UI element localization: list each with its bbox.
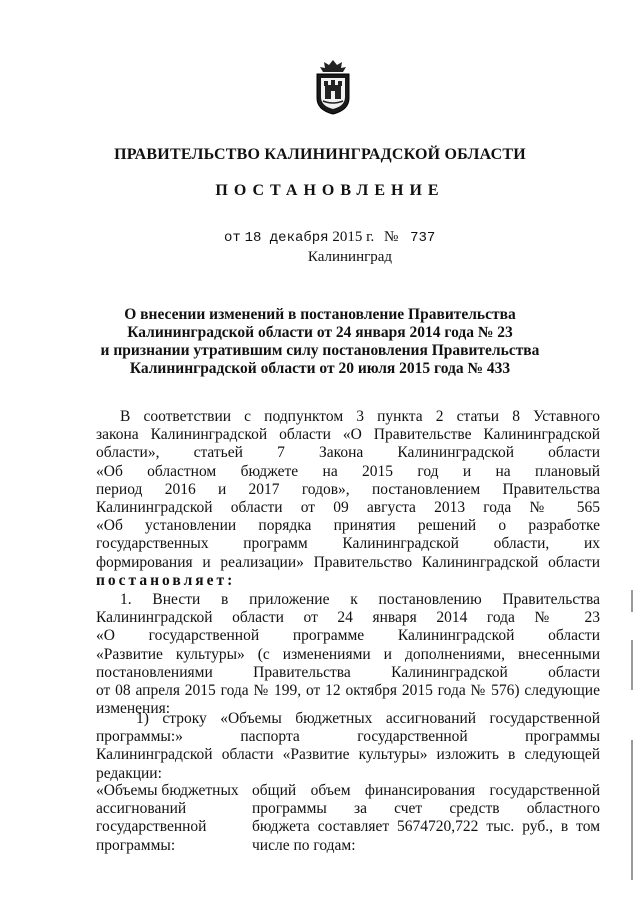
text-line: Калининградской области «Развитие культуры» изложить в следующей (96, 746, 600, 764)
text-line: период 2016 и 2017 годов», постановлением Правительства (96, 480, 600, 498)
text-line: программы: (96, 836, 176, 854)
text-line: государственной (96, 818, 207, 836)
text-line: программы за счет средств областного (252, 800, 600, 818)
date-value: 18 декабря (244, 230, 329, 246)
date-year: 2015 г. (332, 229, 375, 245)
decree-number: 737 (410, 230, 436, 246)
city-name: Калининград (307, 249, 393, 265)
document-type-title: ПОСТАНОВЛЕНИЕ (215, 182, 445, 199)
title-line: и признании утратившим силу постановления Правительства (100, 342, 540, 359)
text-line: программы:» паспорта государственной программы (96, 728, 600, 746)
text-line: изменения: (96, 700, 171, 718)
text-line: от 08 апреля 2015 года № 199, от 12 октября 2015 года № 576) следующие (96, 681, 600, 699)
number-sign: № (384, 229, 399, 245)
title-line: О внесении изменений в постановление Правительства (124, 306, 516, 323)
text-line: В соответствии с подпунктом 3 пункта 2 статьи 8 Уставного (120, 408, 600, 425)
scan-edge-mark (631, 640, 633, 690)
text-line: 1) строку «Объемы бюджетных ассигнований государственной (136, 710, 600, 727)
table-value-cell (252, 782, 600, 855)
table-label-cell (96, 782, 246, 855)
scan-edge-mark (631, 590, 633, 612)
text-line: закона Калининградской области «О Правительстве Калининградской (96, 426, 600, 444)
text-line: «О государственной программе Калининградской области (96, 627, 600, 645)
title-line: Калининградской области от 20 июля 2015 года № 433 (129, 360, 511, 377)
text-line: государственных программ Калининградской области, их (96, 535, 600, 553)
preamble-paragraph (96, 408, 600, 590)
text-line: общий объем финансирования государственной (252, 782, 600, 799)
subitem-1-paragraph (96, 710, 600, 783)
text-line: «Объемы бюджетных (96, 782, 239, 799)
text-line: «Об установлении порядка принятия решений о разработке (96, 517, 600, 535)
text-line: формирования и реализации» Правительство Калининградской области (96, 553, 600, 571)
text-line: редакции: (96, 764, 162, 782)
text-line: Калининградской области от 24 января 2014 года № 23 (96, 609, 600, 627)
text-line: постановлениями Правительства Калининградской области (96, 663, 600, 681)
date-number-line (224, 229, 435, 246)
scan-edge-mark (631, 740, 633, 880)
date-prefix: от (224, 230, 241, 246)
text-line: Калининградской области от 09 августа 2013 года № 565 (96, 498, 600, 516)
government-name: ПРАВИТЕЛЬСТВО КАЛИНИНГРАДСКОЙ ОБЛАСТИ (114, 146, 526, 163)
text-line: бюджета составляет 5674720,722 тыс. руб., в том (252, 818, 600, 836)
title-line: Калининградской области от 24 января 2014 года № 23 (127, 324, 513, 341)
coat-of-arms-emblem (311, 58, 355, 116)
text-line: 1. Внести в приложение к постановлению Правительства (120, 591, 600, 608)
text-line: «Развитие культуры» (с изменениями и дополнениями, внесенными (96, 645, 600, 663)
decree-word: постановляет: (96, 571, 236, 589)
item-1-paragraph (96, 591, 600, 718)
text-line: числе по годам: (252, 836, 356, 854)
decree-title (60, 306, 580, 378)
text-line: «Об областном бюджете на 2015 год и на плановый (96, 462, 600, 480)
text-line: ассигнований (96, 800, 187, 818)
text-line: области», статьей 7 Закона Калининградской области (96, 444, 600, 462)
